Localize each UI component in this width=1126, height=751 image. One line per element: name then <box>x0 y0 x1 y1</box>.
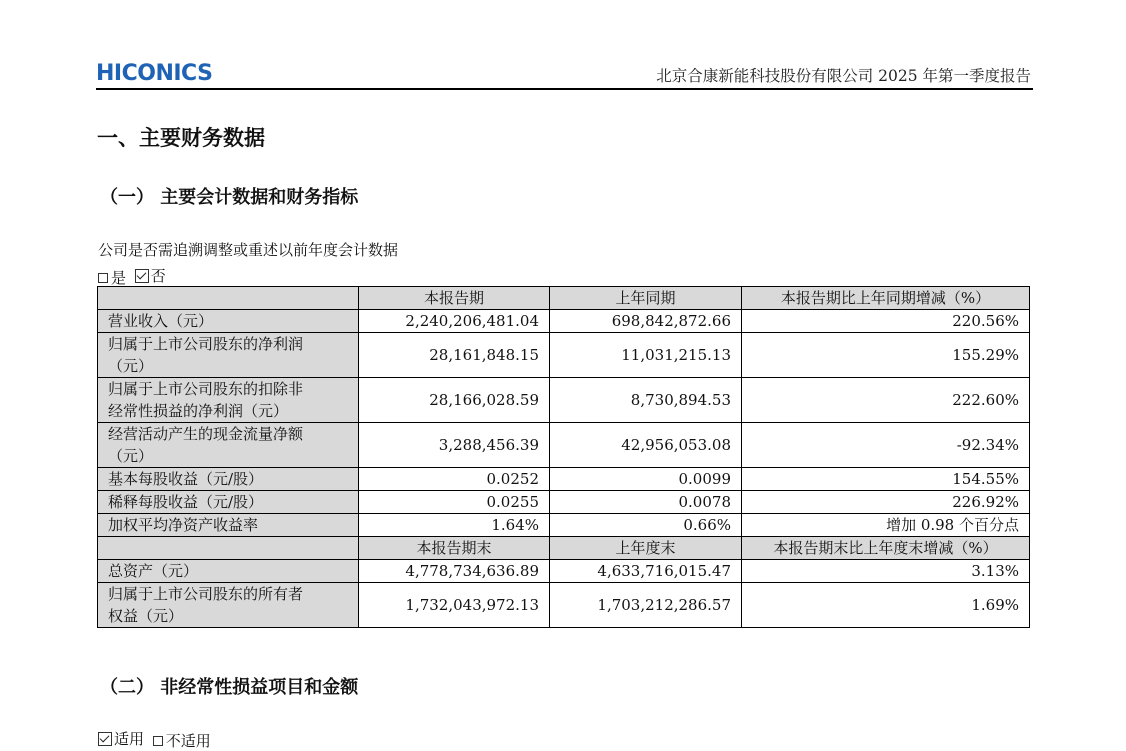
value-prior: 0.0078 <box>550 491 742 514</box>
section-title: 一、主要财务数据 <box>97 126 265 150</box>
row-label: 基本每股收益（元/股） <box>98 468 359 491</box>
value-prior: 42,956,053.08 <box>550 423 742 468</box>
subsection-title-non-recurring: （二） 非经常性损益项目和金额 <box>100 677 359 698</box>
row-label: 归属于上市公司股东的扣除非 经常性损益的净利润（元） <box>98 378 359 423</box>
restatement-question: 公司是否需追溯调整或重述以前年度会计数据 <box>98 241 399 259</box>
option-not-applicable-label: 不适用 <box>165 732 211 750</box>
value-current: 28,166,028.59 <box>359 378 550 423</box>
value-prior: 8,730,894.53 <box>550 378 742 423</box>
value-prior: 1,703,212,286.57 <box>550 583 742 628</box>
option-yes-label: 是 <box>111 269 127 287</box>
table-row <box>98 378 1030 423</box>
row-label: 营业收入（元） <box>98 310 359 333</box>
table-header-row <box>98 287 1030 310</box>
column-header: 本报告期 <box>359 287 550 310</box>
value-change: 1.69% <box>742 583 1030 628</box>
header-blank-cell <box>98 287 359 310</box>
value-current: 2,240,206,481.04 <box>359 310 550 333</box>
value-prior: 4,633,716,015.47 <box>550 560 742 583</box>
row-label: 总资产（元） <box>98 560 359 583</box>
value-change: 3.13% <box>742 560 1030 583</box>
financial-data-table <box>97 286 1030 628</box>
table-row <box>98 333 1030 378</box>
row-label: 归属于上市公司股东的所有者 权益（元） <box>98 583 359 628</box>
subsection-title-financial-indicators: （一） 主要会计数据和财务指标 <box>100 187 359 208</box>
row-label: 经营活动产生的现金流量净额 （元） <box>98 423 359 468</box>
table-row <box>98 514 1030 537</box>
row-label: 加权平均净资产收益率 <box>98 514 359 537</box>
table-row <box>98 560 1030 583</box>
report-title: 北京合康新能科技股份有限公司 2025 年第一季度报告 <box>656 67 1031 85</box>
checkbox-checked-icon <box>98 732 112 746</box>
value-change: 222.60% <box>742 378 1030 423</box>
column-header: 上年度末 <box>550 537 742 560</box>
value-change: -92.34% <box>742 423 1030 468</box>
table-row <box>98 310 1030 333</box>
value-prior: 0.0099 <box>550 468 742 491</box>
checkbox-checked-icon <box>135 269 149 283</box>
row-label: 归属于上市公司股东的净利润 （元） <box>98 333 359 378</box>
table-row <box>98 583 1030 628</box>
applicability-options <box>98 728 211 751</box>
value-prior: 11,031,215.13 <box>550 333 742 378</box>
table-header-row <box>98 537 1030 560</box>
value-prior: 698,842,872.66 <box>550 310 742 333</box>
header-blank-cell <box>98 537 359 560</box>
table-row <box>98 491 1030 514</box>
value-current: 3,288,456.39 <box>359 423 550 468</box>
checkbox-empty-icon <box>98 273 108 283</box>
column-header: 本报告期末比上年度末增减（%） <box>742 537 1030 560</box>
table-row <box>98 468 1030 491</box>
table-row <box>98 423 1030 468</box>
value-change: 增加 0.98 个百分点 <box>742 514 1030 537</box>
restatement-options <box>98 265 166 288</box>
option-yes[interactable] <box>98 267 126 288</box>
value-prior: 0.66% <box>550 514 742 537</box>
value-current: 28,161,848.15 <box>359 333 550 378</box>
column-header: 上年同期 <box>550 287 742 310</box>
checkbox-empty-icon <box>153 736 163 746</box>
option-not-applicable[interactable] <box>153 730 211 751</box>
value-current: 0.0252 <box>359 468 550 491</box>
option-applicable[interactable] <box>98 728 144 749</box>
column-header: 本报告期比上年同期增减（%） <box>742 287 1030 310</box>
value-current: 0.0255 <box>359 491 550 514</box>
row-label: 稀释每股收益（元/股） <box>98 491 359 514</box>
column-header: 本报告期末 <box>359 537 550 560</box>
value-current: 4,778,734,636.89 <box>359 560 550 583</box>
value-current: 1,732,043,972.13 <box>359 583 550 628</box>
value-change: 154.55% <box>742 468 1030 491</box>
value-current: 1.64% <box>359 514 550 537</box>
option-no-label: 否 <box>150 267 166 285</box>
value-change: 220.56% <box>742 310 1030 333</box>
option-no[interactable] <box>135 265 166 286</box>
company-logo: HICONICS <box>96 61 213 86</box>
value-change: 226.92% <box>742 491 1030 514</box>
option-applicable-label: 适用 <box>114 730 145 748</box>
value-change: 155.29% <box>742 333 1030 378</box>
page-header <box>96 58 1033 90</box>
